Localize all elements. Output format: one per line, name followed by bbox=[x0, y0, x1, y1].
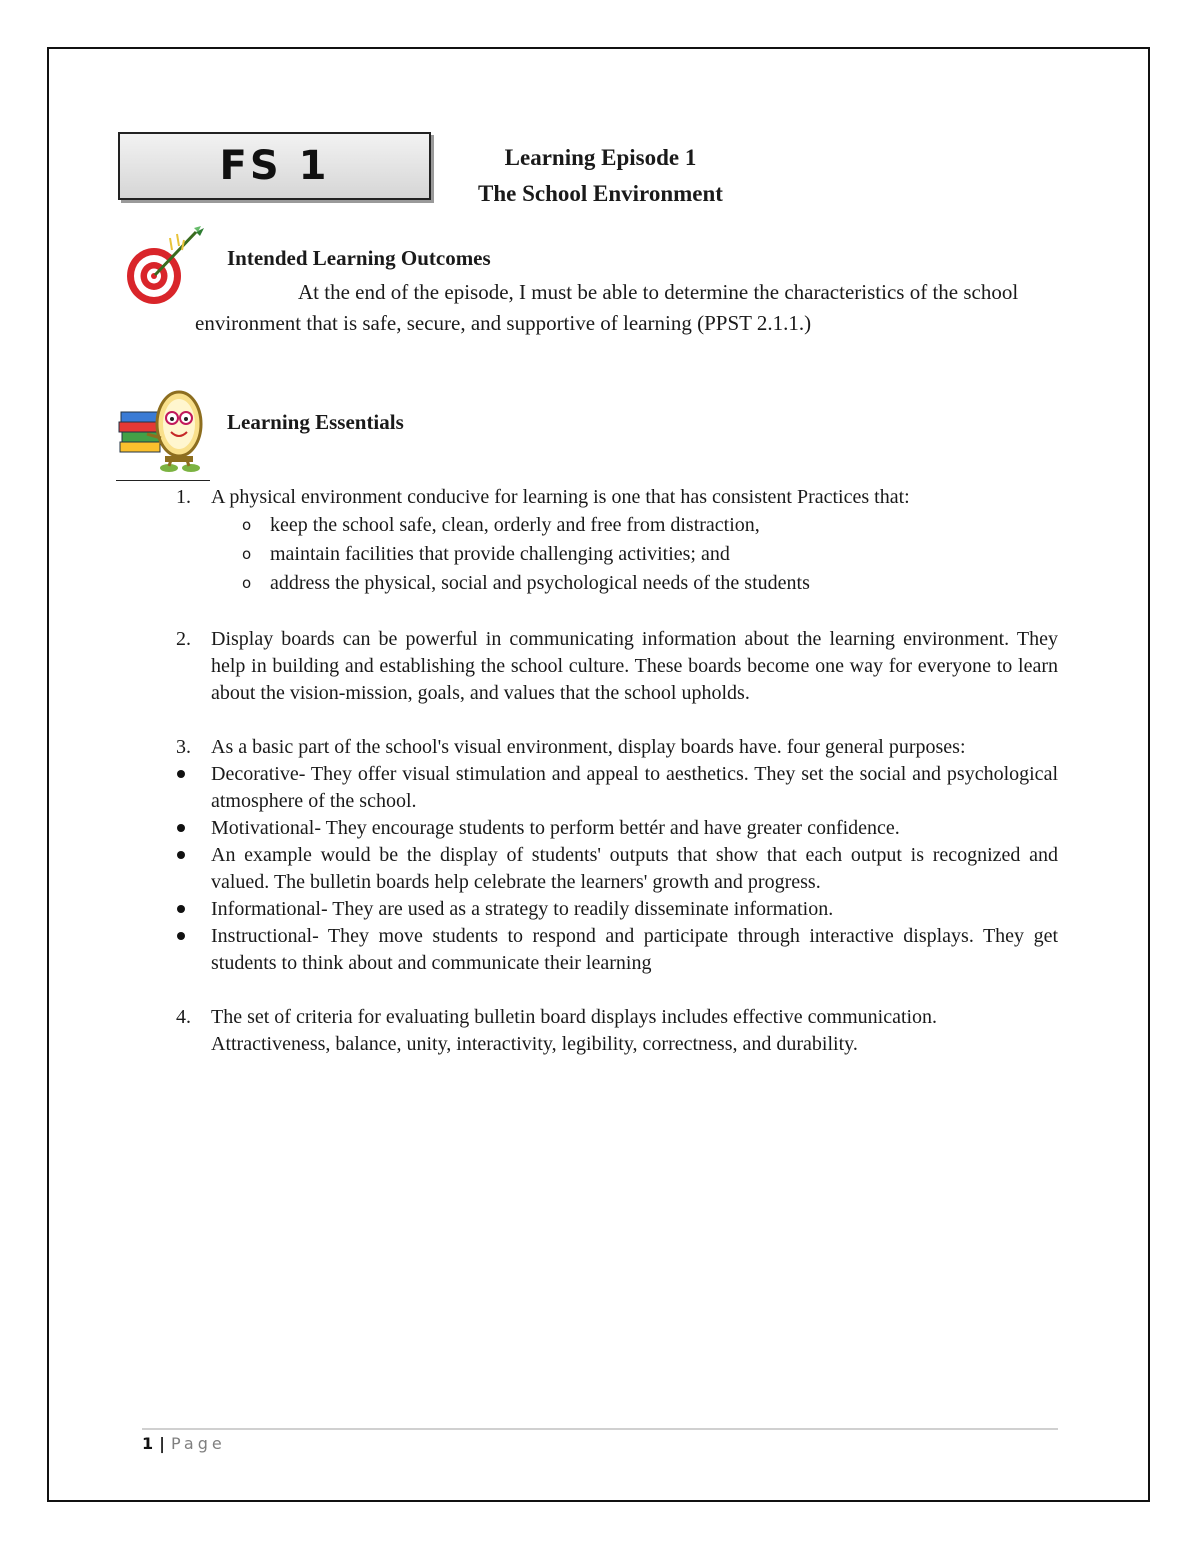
sub-list-item: o keep the school safe, clean, orderly and free from distraction, bbox=[242, 514, 760, 536]
target-arrow-icon bbox=[122, 226, 204, 308]
sub-list-item: o maintain facilities that provide challenging activities; and bbox=[242, 543, 730, 565]
item-number: 3. bbox=[176, 736, 191, 758]
item-text-continued: Attractiveness, balance, unity, interactivity, legibility, correctness, and durability. bbox=[211, 1033, 858, 1055]
bullet-dot bbox=[177, 851, 185, 859]
bullet-item: Decorative- They offer visual stimulation and appeal to aesthetics. They set the social and psychological atmosphere of the school. bbox=[172, 761, 1058, 815]
bullet-dot bbox=[177, 770, 185, 778]
essential-item-4 bbox=[172, 1004, 1058, 1058]
episode-title: The School Environment bbox=[478, 181, 723, 206]
books-character-icon bbox=[117, 388, 215, 476]
bullet-dot bbox=[177, 905, 185, 913]
bullet-dot bbox=[177, 824, 185, 832]
item-text: As a basic part of the school's visual environment, display boards have. four general purposes: bbox=[211, 736, 966, 758]
essentials-heading: Learning Essentials bbox=[227, 410, 404, 434]
footer-separator: | bbox=[159, 1434, 165, 1453]
episode-number: Learning Episode 1 bbox=[504, 145, 697, 170]
essentials-list bbox=[172, 484, 1058, 1058]
ilo-text: At the end of the episode, I must be able to determine the characteristics of the school environment that is safe, secure, and supportive of learning (PPST 2.1.1.) bbox=[195, 280, 1019, 335]
bullet-dot bbox=[177, 932, 185, 940]
page-label: Page bbox=[170, 1434, 226, 1453]
essential-item-2 bbox=[172, 626, 1058, 707]
course-code: FS 1 bbox=[219, 143, 330, 189]
ilo-text-block bbox=[195, 277, 1055, 339]
sub-list bbox=[172, 511, 1058, 598]
bullet-item: Informational- They are used as a strategy to readily disseminate information. bbox=[172, 896, 1058, 923]
item-number: 4. bbox=[176, 1006, 191, 1028]
item-number: 2. bbox=[176, 628, 191, 650]
bullet-item: Motivational- They encourage students to perform bettér and have greater confidence. bbox=[172, 815, 1058, 842]
sub-list-item: o address the physical, social and psychological needs of the students bbox=[242, 572, 810, 594]
item-text: A physical environment conducive for learning is one that has consistent Practices that: bbox=[211, 486, 910, 508]
page-number: 1 bbox=[142, 1434, 154, 1453]
bullet-item: An example would be the display of students' outputs that show that each output is recognized and valued. The bulletin boards help celebrate the learners' growth and progress. bbox=[172, 842, 1058, 896]
course-code-box bbox=[118, 132, 431, 200]
episode-title-block bbox=[431, 140, 770, 212]
essential-item-1 bbox=[172, 484, 1058, 511]
icon-underline bbox=[116, 480, 210, 481]
item-text: Display boards can be powerful in communicating information about the learning environment. They help in building and establishing the school culture. These boards become one way for everyone to learn about the vision-mission, goals, and values that the school upholds. bbox=[211, 628, 1058, 704]
page-footer bbox=[142, 1434, 226, 1453]
footer-rule bbox=[142, 1428, 1058, 1430]
ilo-heading: Intended Learning Outcomes bbox=[227, 246, 491, 270]
essential-item-3 bbox=[172, 734, 1058, 761]
bullet-item: Instructional- They move students to respond and participate through interactive displays. They get students to think about and communicate their learning bbox=[172, 923, 1058, 977]
item-text: The set of criteria for evaluating bulletin board displays includes effective communication. bbox=[211, 1006, 938, 1028]
item-number: 1. bbox=[176, 486, 191, 508]
